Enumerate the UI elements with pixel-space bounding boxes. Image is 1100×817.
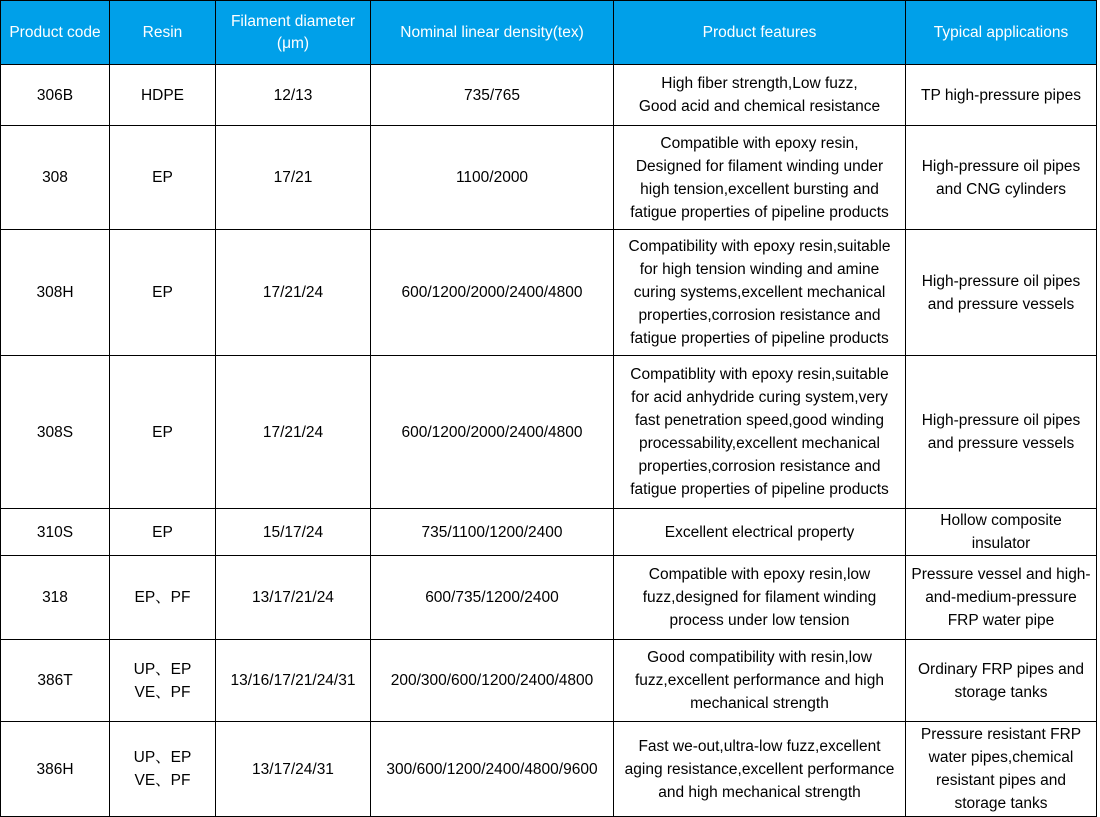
cell-product-features: Compatibility with epoxy resin,suitable for high tension winding and amine curing systems,excellent mechanical properties,corrosion resistance and fatigue properties of pipeline products — [614, 230, 906, 356]
cell-product-code: 310S — [1, 509, 110, 556]
cell-linear-density: 600/1200/2000/2400/4800 — [371, 230, 614, 356]
cell-product-code: 308 — [1, 126, 110, 230]
cell-typical-applications: High-pressure oil pipes and pressure vessels — [906, 230, 1097, 356]
cell-typical-applications: Hollow composite insulator — [906, 509, 1097, 556]
table-row — [1, 556, 1097, 640]
cell-typical-applications: Ordinary FRP pipes and storage tanks — [906, 640, 1097, 722]
cell-product-code: 308S — [1, 356, 110, 509]
table-row — [1, 356, 1097, 509]
cell-filament-diameter: 17/21/24 — [216, 356, 371, 509]
cell-product-code: 318 — [1, 556, 110, 640]
cell-product-code: 386T — [1, 640, 110, 722]
table-row — [1, 640, 1097, 722]
table-header-row — [1, 1, 1097, 65]
cell-typical-applications: High-pressure oil pipes and CNG cylinders — [906, 126, 1097, 230]
cell-filament-diameter: 13/17/21/24 — [216, 556, 371, 640]
cell-product-features: Compatiblity with epoxy resin,suitable for acid anhydride curing system,very fast penetration speed,good winding processability,excellent mechanical properties,corrosion resistance and fatigue properties of pipeline products — [614, 356, 906, 509]
cell-resin: EP — [110, 230, 216, 356]
cell-filament-diameter: 17/21/24 — [216, 230, 371, 356]
cell-filament-diameter: 12/13 — [216, 65, 371, 126]
cell-resin: HDPE — [110, 65, 216, 126]
cell-resin: EP — [110, 356, 216, 509]
cell-filament-diameter: 13/17/24/31 — [216, 722, 371, 817]
header-product-features: Product features — [614, 1, 906, 65]
cell-linear-density: 300/600/1200/2400/4800/9600 — [371, 722, 614, 817]
cell-linear-density: 735/1100/1200/2400 — [371, 509, 614, 556]
table-row — [1, 126, 1097, 230]
cell-product-features: Excellent electrical property — [614, 509, 906, 556]
cell-filament-diameter: 17/21 — [216, 126, 371, 230]
cell-product-code: 386H — [1, 722, 110, 817]
cell-typical-applications: TP high-pressure pipes — [906, 65, 1097, 126]
cell-product-features: Good compatibility with resin,low fuzz,excellent performance and high mechanical strength — [614, 640, 906, 722]
cell-typical-applications: Pressure vessel and high- and-medium-pressure FRP water pipe — [906, 556, 1097, 640]
header-linear-density: Nominal linear density(tex) — [371, 1, 614, 65]
table-row — [1, 230, 1097, 356]
cell-resin: EP — [110, 509, 216, 556]
header-typical-applications: Typical applications — [906, 1, 1097, 65]
cell-resin: UP、EP VE、PF — [110, 640, 216, 722]
cell-typical-applications: Pressure resistant FRP water pipes,chemical resistant pipes and storage tanks — [906, 722, 1097, 817]
cell-product-features: Fast we-out,ultra-low fuzz,excellent aging resistance,excellent performance and high mechanical strength — [614, 722, 906, 817]
cell-resin: UP、EP VE、PF — [110, 722, 216, 817]
cell-linear-density: 735/765 — [371, 65, 614, 126]
cell-resin: EP — [110, 126, 216, 230]
table-row — [1, 509, 1097, 556]
cell-filament-diameter: 13/16/17/21/24/31 — [216, 640, 371, 722]
cell-filament-diameter: 15/17/24 — [216, 509, 371, 556]
header-filament-diameter: Filament diameter (μm) — [216, 1, 371, 65]
cell-product-code: 306B — [1, 65, 110, 126]
cell-product-features: Compatible with epoxy resin, Designed for filament winding under high tension,excellent bursting and fatigue properties of pipeline products — [614, 126, 906, 230]
cell-linear-density: 200/300/600/1200/2400/4800 — [371, 640, 614, 722]
table-row — [1, 722, 1097, 817]
header-product-code: Product code — [1, 1, 110, 65]
cell-typical-applications: High-pressure oil pipes and pressure vessels — [906, 356, 1097, 509]
header-resin: Resin — [110, 1, 216, 65]
cell-linear-density: 600/1200/2000/2400/4800 — [371, 356, 614, 509]
cell-product-features: Compatible with epoxy resin,low fuzz,designed for filament winding process under low tension — [614, 556, 906, 640]
cell-product-code: 308H — [1, 230, 110, 356]
table-row — [1, 65, 1097, 126]
cell-product-features: High fiber strength,Low fuzz, Good acid and chemical resistance — [614, 65, 906, 126]
cell-linear-density: 1100/2000 — [371, 126, 614, 230]
cell-resin: EP、PF — [110, 556, 216, 640]
cell-linear-density: 600/735/1200/2400 — [371, 556, 614, 640]
